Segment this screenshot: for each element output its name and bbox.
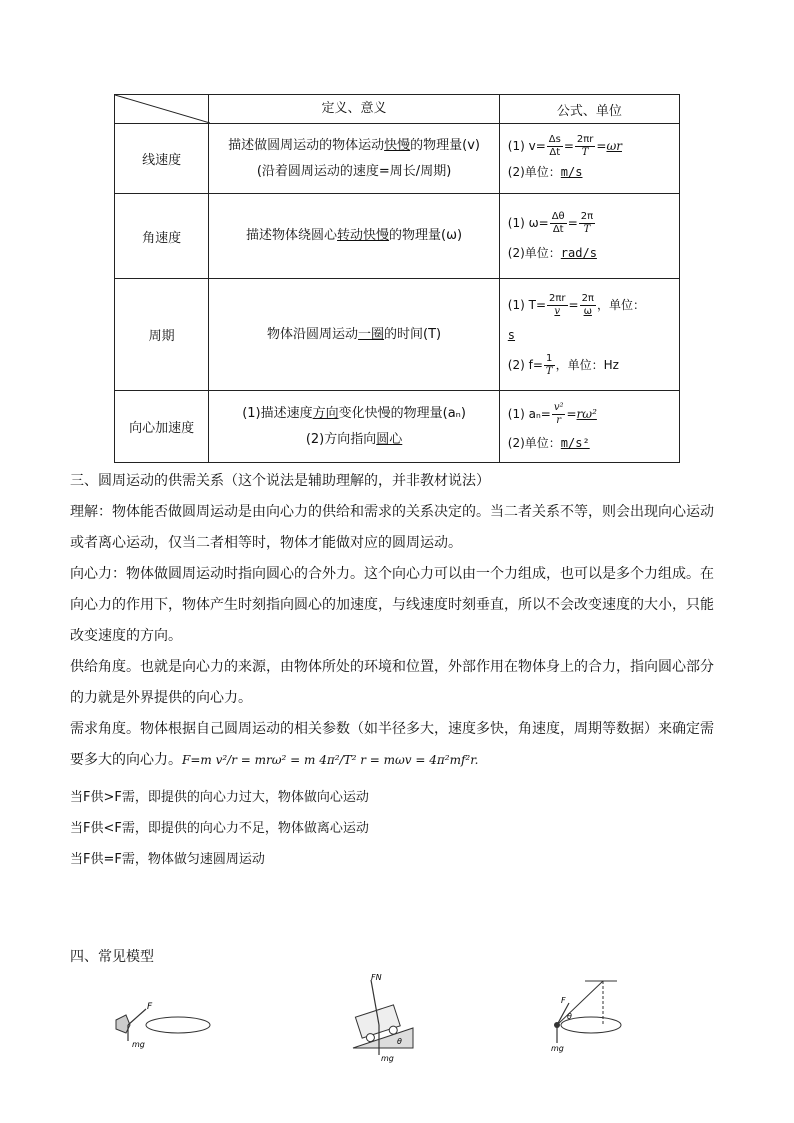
table-row	[115, 391, 680, 463]
table-header-row	[115, 95, 680, 124]
label-mg: mg	[132, 1040, 145, 1049]
row-name: 向心加速度	[115, 391, 209, 463]
table-row	[115, 194, 680, 279]
row-formula: (1) aₙ= $\frac{\text{v²}}{r}$ =rω² (2)单位：m/s²	[499, 391, 679, 463]
condition-line: 当F供=F需，物体做匀速圆周运动	[70, 852, 265, 867]
header-diagonal-cell	[115, 95, 209, 124]
paragraph: 需求角度。物体根据自己圆周运动的相关参数（如半径多大，速度多快，角速度，周期等数据）来确定需	[70, 721, 714, 737]
table-row	[115, 124, 680, 194]
row-formula: (1) v= $\frac{\Delta s}{\Delta t}$ = $\frac{2\pi r}{T}$ =ωr (2)单位：m/s	[499, 124, 679, 194]
label-fn: FN	[371, 973, 382, 982]
paragraph: 向心力的作用下，物体产生时刻指向圆心的加速度，与线速度时刻垂直，所以不会改变速度的大小，只能	[70, 597, 714, 613]
row-name: 线速度	[115, 124, 209, 194]
label-f: F	[147, 1002, 153, 1012]
paragraph: 或者离心运动，仅当二者相等时，物体才能做对应的圆周运动。	[70, 535, 462, 551]
row-definition: 描述做圆周运动的物体运动快慢的物理量(v) (沿着圆周运动的速度=周长/周期)	[209, 124, 499, 194]
quantity-table	[114, 94, 680, 463]
model-figure-3	[545, 975, 625, 1055]
row-name: 周期	[115, 279, 209, 391]
model-figure-2	[345, 970, 420, 1065]
header-formula: 公式、单位	[499, 95, 679, 124]
model-figure-1	[108, 995, 218, 1050]
label-theta: θ	[567, 1012, 572, 1021]
label-f: F	[561, 996, 566, 1005]
label-mg: mg	[551, 1044, 564, 1053]
table-row	[115, 279, 680, 391]
row-formula: (1) ω= $\frac{\Delta\theta}{\Delta t}$ = $\frac{2\pi}{T}$ (2)单位：rad/s	[499, 194, 679, 279]
section3	[70, 466, 730, 875]
paragraph: 的力就是外界提供的向心力。	[70, 690, 252, 706]
row-formula: (1) T= $\frac{2\pi r}{v}$ = $\frac{2\pi}{\omega}$ ，单位： s (2) f= $\frac{1}{T}$ ，单位：Hz	[499, 279, 679, 391]
paragraph: 要多大的向心力。F=m v²/r = mrω² = m 4π²/T² r = mωv = 4π²mf²r.	[70, 752, 479, 768]
condition-line: 当F供<F需，即提供的向心力不足，物体做离心运动	[70, 821, 369, 836]
paragraph: 供给角度。也就是向心力的来源，由物体所处的环境和位置，外部作用在物体身上的合力，指向圆心部分	[70, 659, 714, 675]
label-theta: θ	[397, 1037, 402, 1046]
section3-title: 三、圆周运动的供需关系（这个说法是辅助理解的，并非教材说法）	[70, 473, 490, 489]
label-mg: mg	[381, 1054, 394, 1063]
force-formula: F=m v²/r = mrω² = m 4π²/T² r = mωv = 4π²mf²r.	[182, 753, 479, 767]
paragraph: 改变速度的方向。	[70, 628, 182, 644]
header-definition: 定义、意义	[209, 95, 499, 124]
section4-title: 四、常见模型	[70, 949, 154, 965]
row-name: 角速度	[115, 194, 209, 279]
condition-line: 当F供>F需，即提供的向心力过大，物体做向心运动	[70, 790, 369, 805]
row-definition: 物体沿圆周运动一圈的时间(T)	[209, 279, 499, 391]
paragraph: 理解：物体能否做圆周运动是由向心力的供给和需求的关系决定的。当二者关系不等，则会出现向心运动	[70, 504, 714, 520]
row-definition: 描述物体绕圆心转动快慢的物理量(ω)	[209, 194, 499, 279]
row-definition: (1)描述速度方向变化快慢的物理量(aₙ) (2)方向指向圆心	[209, 391, 499, 463]
paragraph: 向心力：物体做圆周运动时指向圆心的合外力。这个向心力可以由一个力组成，也可以是多个力组成。在	[70, 566, 714, 582]
diagonal-line	[115, 95, 210, 123]
